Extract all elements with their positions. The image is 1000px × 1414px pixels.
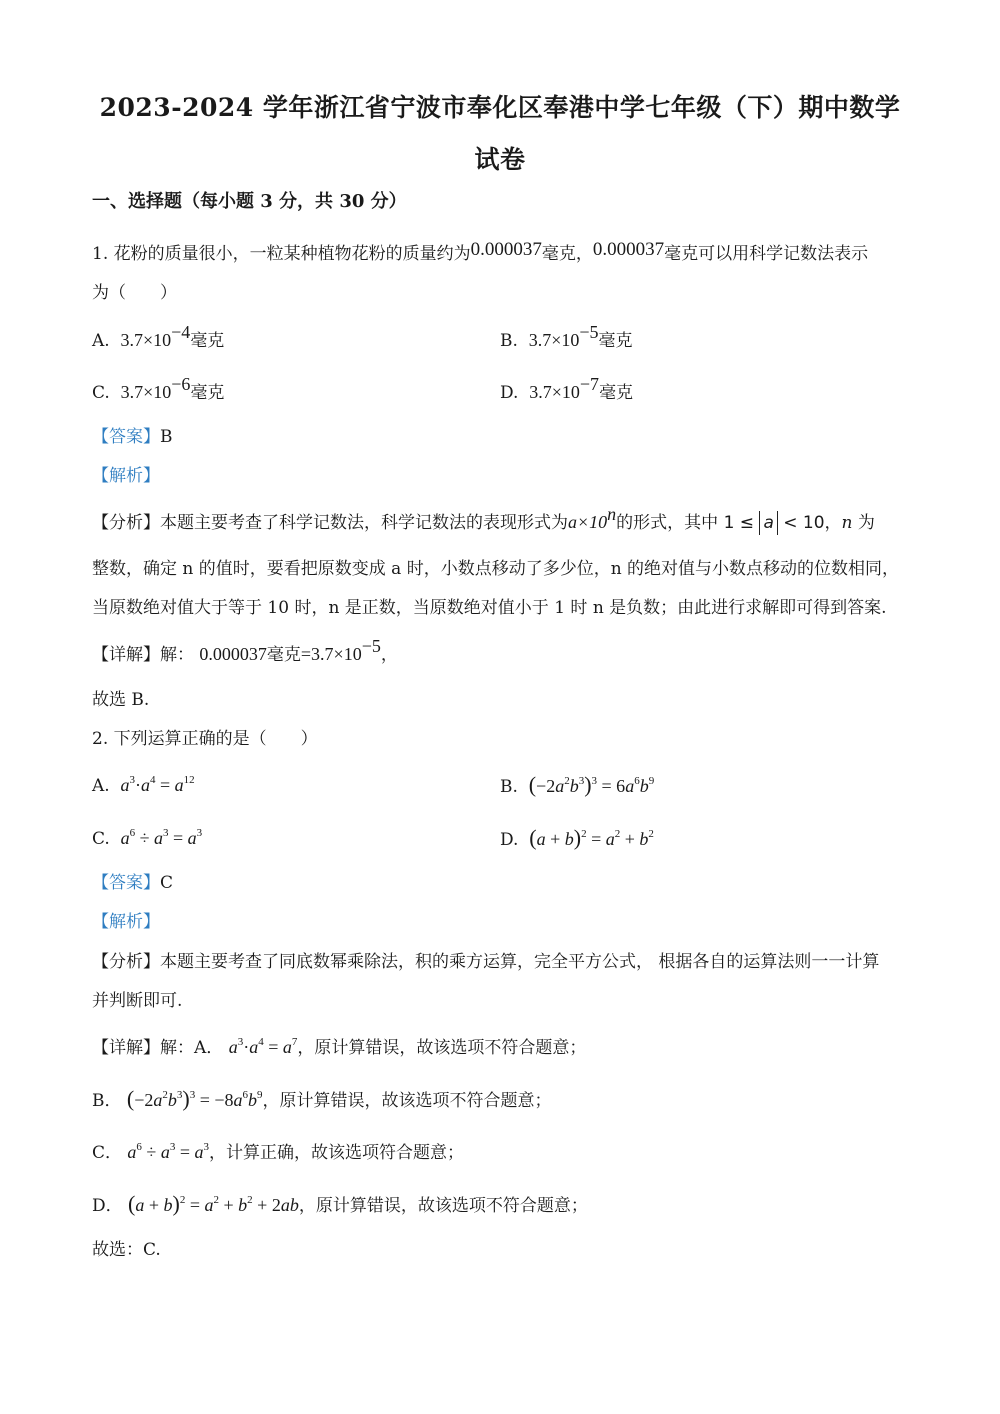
q1-fenxi-line1: 【分析】本题主要考查了科学记数法，科学记数法的表现形式为$a\times 10^n$的形式，其中 1 ≤ a < 10，n 为 bbox=[92, 504, 875, 533]
q2-detail-a: 【详解】解：A． $a^3\cdot a^4 = a^7$，原计算错误，故该选项不符合题意； bbox=[92, 1036, 587, 1058]
q2-detail-b: B． $(-2a^2b^3)^3 = -8a^6b^9$，原计算错误，故该选项不符合题意； bbox=[92, 1086, 552, 1111]
q2-analysis-tag: 【解析】 bbox=[92, 912, 160, 932]
q1-detail: 【详解】解： 0.000037毫克$=3.7\times 10^{-5}$， bbox=[92, 636, 398, 665]
q2-option-c: C. $a^6 \div a^3 = a^3$ bbox=[92, 827, 203, 849]
q1-option-d: D. $3.7\times 10^{-7}$毫克 bbox=[500, 374, 634, 403]
q2-option-d: D. $(a + b)^2 = a^2 + b^2$ bbox=[500, 825, 654, 850]
q1-fenxi-line2: 整数，确定 n 的值时，要看把原数变成 a 时，小数点移动了多少位，n 的绝对值与小数点移动的位数相同， bbox=[92, 559, 900, 579]
q1-stem-line2: 为（ ） bbox=[92, 283, 177, 303]
q1-analysis-tag: 【解析】 bbox=[92, 466, 160, 486]
q2-detail-d: D． $(a + b)^2 = a^2 + b^2 + 2ab$，原计算错误，故该选项不符合题意； bbox=[92, 1191, 588, 1216]
q2-option-b: B. $(-2a^2b^3)^3 = 6a^6b^9$ bbox=[500, 772, 655, 797]
q1-conclude: 故选 B. bbox=[92, 690, 150, 710]
q1-option-c: C. $3.7\times 10^{-6}$毫克 bbox=[92, 374, 225, 403]
q2-conclude: 故选：C. bbox=[92, 1240, 161, 1260]
q1-option-a: A. $3.7\times 10^{-4}$毫克 bbox=[92, 322, 225, 351]
exam-title-line2: 试卷 bbox=[474, 145, 526, 174]
q2-stem: 2. 下列运算正确的是（ ） bbox=[92, 729, 318, 749]
q2-fenxi-line2: 并判断即可. bbox=[92, 991, 183, 1011]
q2-answer: 【答案】C bbox=[92, 873, 174, 893]
section-heading: 一、选择题（每小题 3 分，共 30 分） bbox=[92, 191, 407, 212]
q2-option-a: A. $a^3\cdot a^4 = a^{12}$ bbox=[92, 774, 195, 796]
exam-title-line1: 2023-2024 学年浙江省宁波市奉化区奉港中学七年级（下）期中数学 bbox=[99, 93, 901, 122]
q2-detail-c: C． $a^6 \div a^3 = a^3$，计算正确，故该选项符合题意； bbox=[92, 1141, 464, 1163]
q1-stem-line1: 1. 花粉的质量很小，一粒某种植物花粉的质量约为0.000037毫克，0.000037毫克可以用科学记数法表示 bbox=[92, 239, 869, 264]
q2-fenxi-line1: 【分析】本题主要考查了同底数幂乘除法，积的乘方运算，完全平方公式， 根据各自的运算法则一一计算 bbox=[92, 952, 880, 972]
q1-answer: 【答案】B bbox=[92, 427, 173, 447]
q1-option-b: B. $3.7\times 10^{-5}$毫克 bbox=[500, 322, 633, 351]
q1-fenxi-line3: 当原数绝对值大于等于 10 时，n 是正数，当原数绝对值小于 1 时 n 是负数；由此进行求解即可得到答案. bbox=[92, 598, 887, 618]
